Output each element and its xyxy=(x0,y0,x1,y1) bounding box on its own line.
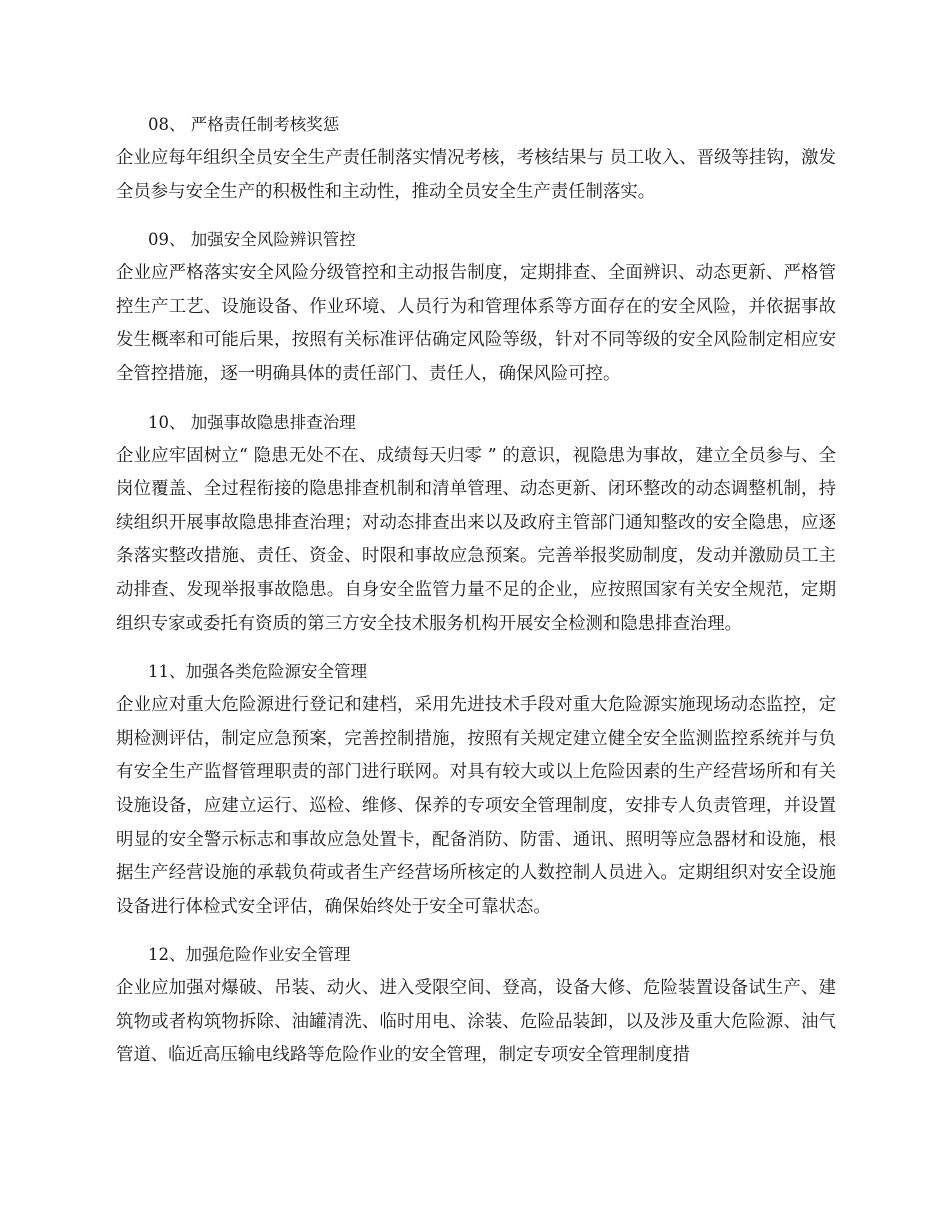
section-09 xyxy=(116,223,836,391)
section-body: 企业应牢固树立“ 隐患无处不在、成绩每天归零 ” 的意识，视隐患为事故，建立全员参与、全岗位覆盖、全过程衔接的隐患排查机制和清单管理、动态更新、闭环整改的动态调整机制，持续组织开展事故隐患排查治理；对动态排查出来以及政府主管部门通知整改的安全隐患，应逐条落实整改措施、责任、资金、时限和事故应急预案。完善举报奖励制度，发动并激励员工主动排查、发现举报事故隐患。自身安全监管力量不足的企业，应按照国家有关安全规范，定期组织专家或委托有资质的第三方安全技术服务机构开展安全检测和隐患排查治理。 xyxy=(116,445,836,634)
section-10 xyxy=(116,406,836,642)
section-12 xyxy=(116,938,836,1073)
section-heading: 10、 加强事故隐患排查治理 xyxy=(148,412,356,432)
section-heading: 11、加强各类危险源安全管理 xyxy=(148,662,367,682)
section-body: 企业应每年组织全员安全生产责任制落实情况考核，考核结果与 员工收入、晋级等挂钩，激发全员参与安全生产的积极性和主动性，推动全员安全生产责任制落实。 xyxy=(116,148,836,202)
section-11 xyxy=(116,655,836,924)
section-heading: 08、 严格责任制考核奖惩 xyxy=(148,115,340,134)
document-content xyxy=(116,108,836,1087)
section-heading: 12、加强危险作业安全管理 xyxy=(148,945,351,965)
section-body: 企业应对重大危险源进行登记和建档，采用先进技术手段对重大危险源实施现场动态监控，定期检测评估，制定应急预案，完善控制措施，按照有关规定建立健全安全监测监控系统并与负有安全生产监督管理职责的部门进行联网。对具有较大或以上危险因素的生产经营场所和有关设施设备，应建立运行、巡检、维修、保养的专项安全管理制度，安排专人负责管理，并设置明显的安全警示标志和事故应急处置卡，配备消防、防雷、通讯、照明等应急器材和设施，根据生产经营设施的承载负荷或者生产经营场所核定的人数控制人员进入。定期组织对安全设施设备进行体检式安全评估，确保始终处于安全可靠状态。 xyxy=(116,695,836,917)
section-08 xyxy=(116,108,836,209)
section-heading: 09、 加强安全风险辨识管控 xyxy=(148,230,356,250)
section-body: 企业应加强对爆破、吊装、动火、进入受限空间、登高，设备大修、危险装置设备试生产、建筑物或者构筑物拆除、油罐清洗、临时用电、涂装、危险品装卸，以及涉及重大危险源、油气管道、临近高压输电线路等危险作业的安全管理，制定专项安全管理制度措 xyxy=(116,978,836,1066)
section-body: 企业应严格落实安全风险分级管控和主动报告制度，定期排查、全面辨识、动态更新、严格管控生产工艺、设施设备、作业环境、人员行为和管理体系等方面存在的安全风险，并依据事故发生概率和可能后果，按照有关标准评估确定风险等级，针对不同等级的安全风险制定相应安全管控措施，逐一明确具体的责任部门、责任人，确保风险可控。 xyxy=(116,263,836,384)
